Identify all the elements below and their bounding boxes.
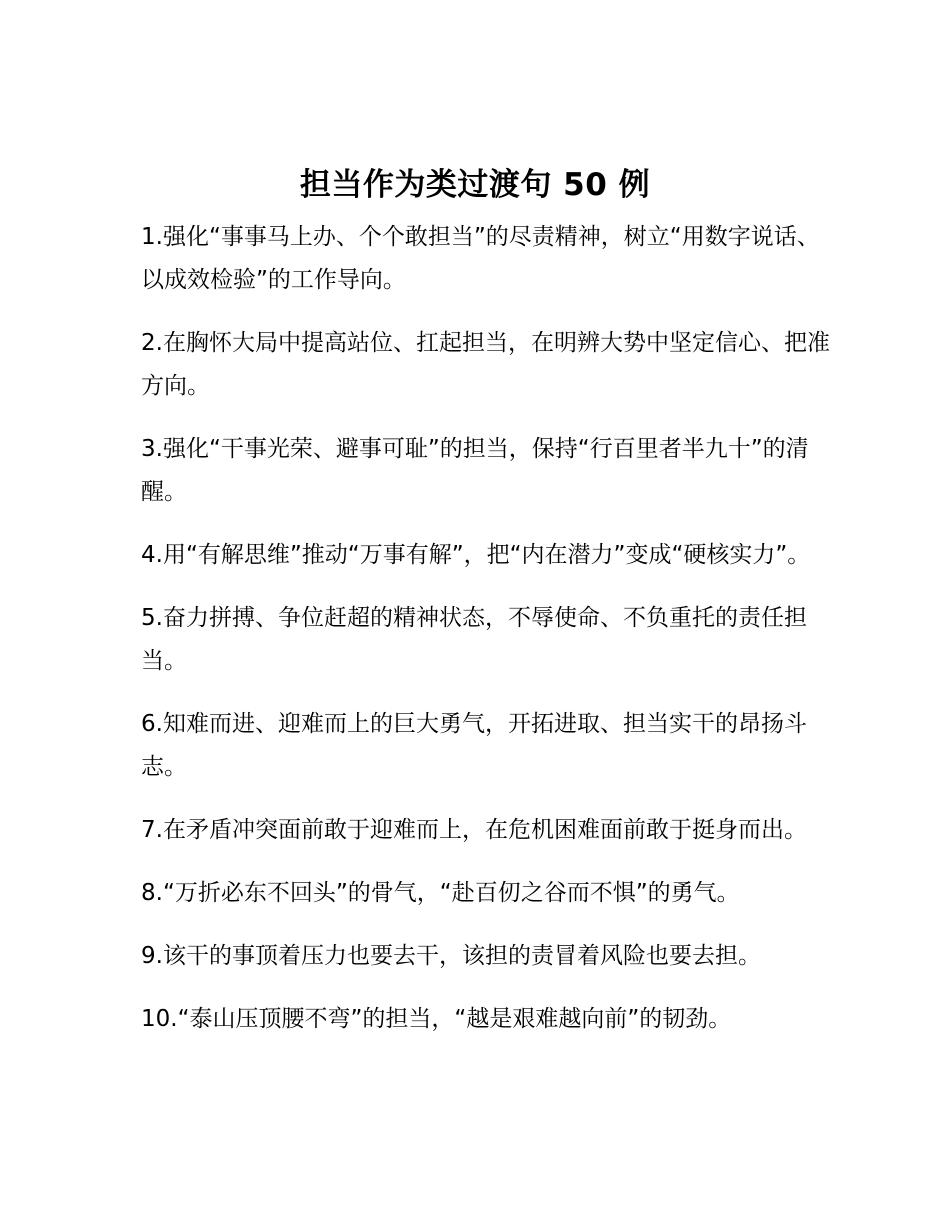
page-title: 担当作为类过渡句 50 例 <box>299 166 651 203</box>
list-item: 3.强化“干事光荣、避事可耻”的担当，保持“行百里者半九十”的清醒。 <box>141 436 809 505</box>
sentence-list <box>141 216 831 1061</box>
list-item: 5.奋力拼搏、争位赶超的精神状态，不辱使命、不负重托的责任担当。 <box>141 605 807 674</box>
list-item: 8.“万折必东不回头”的骨气，“赴百仞之谷而不惧”的勇气。 <box>141 880 740 906</box>
list-item: 4.用“有解思维”推动“万事有解”，把“内在潜力”变成“硬核实力”。 <box>141 542 811 568</box>
list-item: 6.知难而进、迎难而上的巨大勇气，开拓进取、担当实干的昂扬斗志。 <box>141 711 807 780</box>
list-item: 7.在矛盾冲突面前敢于迎难而上，在危机困难面前敢于挺身而出。 <box>141 817 807 843</box>
list-item: 10.“泰山压顶腰不弯”的担当，“越是艰难越向前”的韧劲。 <box>141 1006 732 1032</box>
list-item: 1.强化“事事马上办、个个敢担当”的尽责精神，树立“用数字说话、以成效检验”的工作导向。 <box>141 224 820 293</box>
list-item: 9.该干的事顶着压力也要去干，该担的责冒着风险也要去担。 <box>141 943 761 969</box>
list-item: 2.在胸怀大局中提高站位、扛起担当，在明辨大势中坚定信心、把准方向。 <box>141 330 830 399</box>
